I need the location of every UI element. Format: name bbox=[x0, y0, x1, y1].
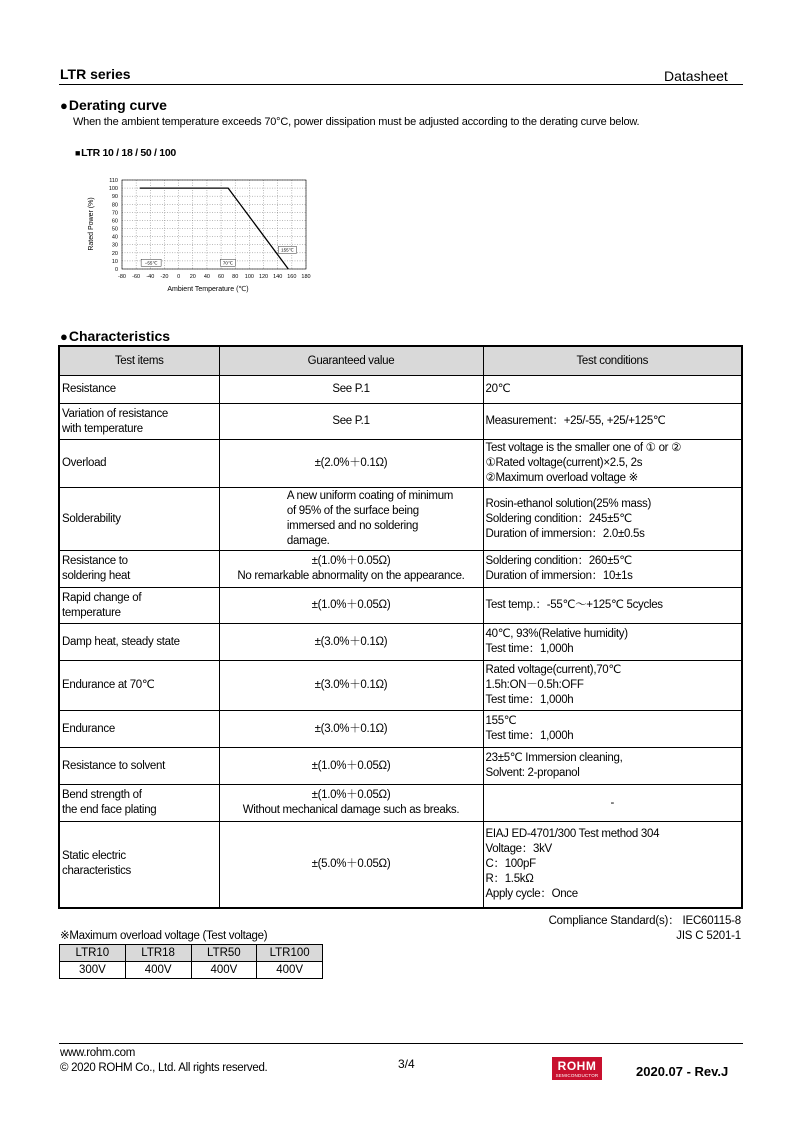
x-tick-label: 80 bbox=[232, 274, 239, 280]
guaranteed-value-cell-line: of 95% of the surface being bbox=[286, 505, 419, 517]
test-item-cell-line: Resistance bbox=[62, 383, 116, 395]
guaranteed-value-cell-line: No remarkable abnormality on the appearance. bbox=[237, 570, 465, 582]
overload-header-cell: LTR100 bbox=[257, 945, 323, 962]
table-row bbox=[59, 551, 742, 588]
table-row bbox=[59, 376, 742, 404]
test-conditions-cell bbox=[483, 624, 742, 661]
y-tick-label: 20 bbox=[111, 250, 118, 257]
test-conditions-cell-line: Test time：1,000h bbox=[485, 730, 574, 742]
guaranteed-value-cell bbox=[219, 551, 483, 588]
test-conditions-cell-line: Soldering condition：245±5℃ bbox=[485, 512, 632, 525]
test-conditions-cell-line: Measurement：+25/-55, +25/+125℃ bbox=[485, 415, 666, 427]
guaranteed-value-cell-line: See P.1 bbox=[332, 383, 370, 395]
bullet-icon: ● bbox=[60, 329, 68, 344]
bullet-icon: ● bbox=[60, 98, 68, 113]
compliance-standards bbox=[549, 914, 741, 944]
derating-note: When the ambient temperature exceeds 70°C, power dissipation must be adjusted according to the derating curve below. bbox=[73, 116, 640, 128]
test-conditions-cell-line: Test voltage is the smaller one of ① or ② bbox=[485, 442, 682, 454]
guaranteed-value-cell-line: ±(3.0%＋0.1Ω) bbox=[314, 679, 388, 691]
derating-section-title bbox=[60, 97, 167, 113]
test-item-cell-line: Resistance to bbox=[62, 555, 128, 567]
test-conditions-cell bbox=[483, 440, 742, 488]
y-tick-label: 110 bbox=[109, 178, 118, 184]
guaranteed-value-cell bbox=[219, 661, 483, 711]
guaranteed-value-cell-line: ±(2.0%＋0.1Ω) bbox=[314, 457, 388, 469]
model-list-text: LTR 10 / 18 / 50 / 100 bbox=[81, 147, 176, 159]
test-item-cell-line: Static electric bbox=[62, 850, 126, 863]
header-test-items: Test items bbox=[59, 346, 219, 376]
test-item-cell bbox=[59, 404, 219, 440]
guaranteed-value-cell-line: ±(5.0%＋0.05Ω) bbox=[311, 857, 391, 870]
x-axis-label: Ambient Temperature (℃) bbox=[167, 286, 249, 293]
test-conditions-cell bbox=[483, 711, 742, 748]
x-tick-label: 160 bbox=[287, 274, 297, 280]
x-tick-label: -60 bbox=[132, 274, 141, 280]
test-conditions-cell-line: Test time：1,000h bbox=[485, 694, 574, 706]
guaranteed-value-cell-line: ±(1.0%＋0.05Ω) bbox=[311, 555, 391, 567]
test-conditions-cell-line: Test temp.：-55℃～+125℃ 5cycles bbox=[485, 599, 663, 611]
test-item-cell bbox=[59, 822, 219, 908]
characteristics-title-text: Characteristics bbox=[68, 328, 171, 344]
y-tick-label: 70 bbox=[111, 210, 118, 217]
test-conditions-cell-line: 40℃, 93%(Relative humidity) bbox=[485, 628, 628, 640]
table-row bbox=[59, 488, 742, 551]
test-conditions-cell-line: Rosin-ethanol solution(25% mass) bbox=[485, 497, 652, 510]
footer-left bbox=[60, 1046, 267, 1076]
x-tick-label: -20 bbox=[160, 274, 169, 280]
test-conditions-cell-line: ①Rated voltage(current)×2.5, 2s bbox=[485, 457, 643, 469]
table-row bbox=[59, 440, 742, 488]
guaranteed-value-cell bbox=[219, 711, 483, 748]
logo-text: ROHM bbox=[557, 1059, 597, 1073]
doc-type-label: Datasheet bbox=[664, 68, 728, 84]
table-row bbox=[59, 785, 742, 822]
overload-value-cell: 400V bbox=[257, 962, 323, 979]
test-conditions-cell-line: Solvent: 2-propanol bbox=[485, 767, 580, 779]
x-tick-label: 180 bbox=[301, 274, 311, 280]
guaranteed-value-cell-line: See P.1 bbox=[332, 415, 370, 427]
overload-header-cell: LTR50 bbox=[191, 945, 257, 962]
compliance-line: JIS C 5201-1 bbox=[676, 930, 741, 942]
test-conditions-cell bbox=[483, 404, 742, 440]
test-conditions-cell-line: Apply cycle：Once bbox=[485, 887, 578, 900]
overload-value-row bbox=[60, 962, 323, 979]
test-item-cell-line: temperature bbox=[62, 606, 121, 619]
test-conditions-cell-line: ②Maximum overload voltage ※ bbox=[485, 472, 638, 484]
footer-url[interactable]: www.rohm.com bbox=[60, 1047, 135, 1059]
characteristics-body bbox=[59, 376, 742, 908]
test-item-cell-line: Resistance to solvent bbox=[62, 759, 166, 772]
test-item-cell bbox=[59, 711, 219, 748]
characteristics-table bbox=[58, 345, 743, 909]
x-tick-label: 120 bbox=[258, 274, 269, 280]
table-row bbox=[59, 624, 742, 661]
revision-label: 2020.07 - Rev.J bbox=[636, 1064, 729, 1079]
model-list bbox=[75, 147, 176, 159]
test-item-cell bbox=[59, 551, 219, 588]
test-item-cell-line: Endurance bbox=[62, 722, 115, 735]
annotation-label: 70℃ bbox=[222, 260, 233, 266]
test-item-cell-line: with temperature bbox=[62, 422, 143, 435]
guaranteed-value-cell-line: Without mechanical damage such as breaks. bbox=[242, 804, 460, 816]
rohm-logo bbox=[552, 1057, 602, 1080]
guaranteed-value-cell bbox=[219, 785, 483, 822]
page-number: 3/4 bbox=[398, 1057, 415, 1071]
y-tick-label: 10 bbox=[111, 258, 118, 265]
derating-line bbox=[140, 188, 289, 269]
test-conditions-cell bbox=[483, 748, 742, 785]
guaranteed-value-cell bbox=[219, 404, 483, 440]
y-tick-label: 80 bbox=[111, 202, 118, 209]
guaranteed-value-cell-line: immersed and no soldering bbox=[286, 520, 419, 532]
x-tick-label: 0 bbox=[177, 274, 181, 280]
test-item-cell-line: Endurance at 70℃ bbox=[62, 679, 155, 691]
test-item-cell-line: Variation of resistance bbox=[62, 407, 169, 420]
derating-title-text: Derating curve bbox=[68, 97, 167, 113]
y-tick-label: 50 bbox=[111, 226, 118, 233]
y-tick-label: 0 bbox=[114, 267, 118, 273]
test-conditions-cell bbox=[483, 785, 742, 822]
header-rule bbox=[59, 84, 743, 85]
test-item-cell bbox=[59, 661, 219, 711]
guaranteed-value-cell bbox=[219, 440, 483, 488]
test-conditions-cell bbox=[483, 661, 742, 711]
x-tick-label: 100 bbox=[244, 274, 254, 280]
overload-header-cell: LTR10 bbox=[60, 945, 126, 962]
y-axis-label: Rated Power (%) bbox=[88, 197, 95, 251]
test-item-cell bbox=[59, 488, 219, 551]
annotation-label: −55℃ bbox=[144, 260, 158, 266]
test-conditions-cell-line: Voltage：3kV bbox=[485, 842, 552, 855]
test-item-cell bbox=[59, 588, 219, 624]
test-conditions-cell-line: - bbox=[610, 796, 615, 809]
table-row bbox=[59, 748, 742, 785]
test-item-cell-line: Damp heat, steady state bbox=[62, 635, 180, 648]
x-tick-label: -80 bbox=[118, 274, 126, 280]
test-conditions-cell-line: Duration of immersion：2.0±0.5s bbox=[485, 527, 645, 540]
x-tick-label: 140 bbox=[273, 274, 283, 280]
test-conditions-cell-line: EIAJ ED-4701/300 Test method 304 bbox=[485, 827, 660, 840]
x-tick-label: 20 bbox=[189, 274, 196, 280]
test-item-cell-line: Solderability bbox=[62, 512, 121, 525]
table-row bbox=[59, 822, 742, 908]
overload-value-cell: 300V bbox=[60, 962, 126, 979]
chart-series bbox=[140, 188, 289, 269]
overload-header-cell: LTR18 bbox=[125, 945, 191, 962]
x-tick-label: 60 bbox=[218, 274, 225, 280]
guaranteed-value-cell bbox=[219, 624, 483, 661]
test-conditions-cell-line: 155℃ bbox=[485, 715, 517, 727]
y-tick-label: 30 bbox=[111, 242, 118, 249]
overload-voltage-table bbox=[59, 944, 323, 979]
y-tick-labels bbox=[109, 178, 118, 273]
compliance-line: Compliance Standard(s)： IEC60115-8 bbox=[548, 915, 741, 927]
test-item-cell-line: Bend strength of bbox=[62, 789, 142, 801]
test-conditions-cell-line: Duration of immersion：10±1s bbox=[485, 570, 633, 582]
test-conditions-cell bbox=[483, 551, 742, 588]
test-item-cell bbox=[59, 785, 219, 822]
test-conditions-cell-line: Test time：1,000h bbox=[485, 643, 574, 655]
x-tick-label: 40 bbox=[203, 274, 210, 280]
test-item-cell-line: Rapid change of bbox=[62, 591, 142, 604]
y-tick-label: 60 bbox=[111, 218, 118, 225]
header-test-conditions: Test conditions bbox=[483, 346, 742, 376]
guaranteed-value-cell-line: ±(1.0%＋0.05Ω) bbox=[311, 789, 391, 801]
test-conditions-cell-line: 1.5h:ON－0.5h:OFF bbox=[485, 679, 584, 691]
test-item-cell-line: Overload bbox=[62, 457, 107, 469]
logo-subtext: SEMICONDUCTOR bbox=[555, 1073, 599, 1078]
table-row bbox=[59, 661, 742, 711]
test-conditions-cell bbox=[483, 588, 742, 624]
characteristics-section-title bbox=[60, 328, 170, 344]
test-conditions-cell bbox=[483, 376, 742, 404]
guaranteed-value-cell bbox=[219, 588, 483, 624]
guaranteed-value-cell bbox=[219, 488, 483, 551]
test-item-cell bbox=[59, 440, 219, 488]
guaranteed-value-cell bbox=[219, 376, 483, 404]
square-bullet-icon: ■ bbox=[75, 148, 81, 158]
test-conditions-cell-line: Rated voltage(current),70℃ bbox=[485, 664, 622, 676]
table-row bbox=[59, 588, 742, 624]
series-title: LTR series bbox=[60, 66, 131, 82]
test-item-cell bbox=[59, 376, 219, 404]
test-conditions-cell-line: 20℃ bbox=[485, 383, 511, 395]
overload-caption: ※Maximum overload voltage (Test voltage) bbox=[60, 930, 268, 942]
test-conditions-cell bbox=[483, 488, 742, 551]
guaranteed-value-cell-line: A new uniform coating of minimum bbox=[286, 490, 454, 502]
overload-header-row bbox=[60, 945, 323, 962]
overload-value-cell: 400V bbox=[191, 962, 257, 979]
x-tick-labels bbox=[118, 274, 311, 280]
y-tick-label: 90 bbox=[111, 194, 118, 201]
guaranteed-value-cell-line: ±(1.0%＋0.05Ω) bbox=[311, 599, 391, 611]
guaranteed-value-cell bbox=[219, 748, 483, 785]
guaranteed-value-cell-line: ±(1.0%＋0.05Ω) bbox=[311, 759, 391, 772]
y-tick-label: 40 bbox=[111, 234, 118, 241]
guaranteed-value-cell-line: ±(3.0%＋0.1Ω) bbox=[314, 722, 388, 735]
table-row bbox=[59, 711, 742, 748]
guaranteed-value-cell bbox=[219, 822, 483, 908]
test-conditions-cell bbox=[483, 822, 742, 908]
test-item-cell bbox=[59, 748, 219, 785]
guaranteed-value-cell-line: damage. bbox=[286, 535, 330, 547]
test-conditions-cell-line: Soldering condition：260±5℃ bbox=[485, 555, 632, 567]
test-conditions-cell-line: R：1.5kΩ bbox=[485, 872, 534, 885]
y-tick-label: 100 bbox=[108, 186, 118, 193]
test-item-cell-line: characteristics bbox=[62, 865, 131, 878]
test-conditions-cell-line: C：100pF bbox=[485, 857, 536, 870]
annotation-label: 155℃ bbox=[281, 247, 294, 253]
overload-value-cell: 400V bbox=[125, 962, 191, 979]
footer-copyright: © 2020 ROHM Co., Ltd. All rights reserved. bbox=[60, 1062, 268, 1074]
test-conditions-cell-line: 23±5℃ Immersion cleaning, bbox=[485, 752, 623, 764]
table-row bbox=[59, 404, 742, 440]
x-tick-label: -40 bbox=[146, 274, 155, 280]
solderability-value-block bbox=[249, 489, 453, 549]
test-item-cell-line: soldering heat bbox=[62, 570, 131, 582]
table-header-row bbox=[59, 346, 742, 376]
guaranteed-value-cell-line: ±(3.0%＋0.1Ω) bbox=[314, 635, 388, 648]
test-item-cell-line: the end face plating bbox=[62, 804, 157, 816]
test-item-cell bbox=[59, 624, 219, 661]
footer-rule bbox=[59, 1043, 743, 1044]
header-guaranteed-value: Guaranteed value bbox=[219, 346, 483, 376]
derating-chart bbox=[80, 172, 320, 296]
